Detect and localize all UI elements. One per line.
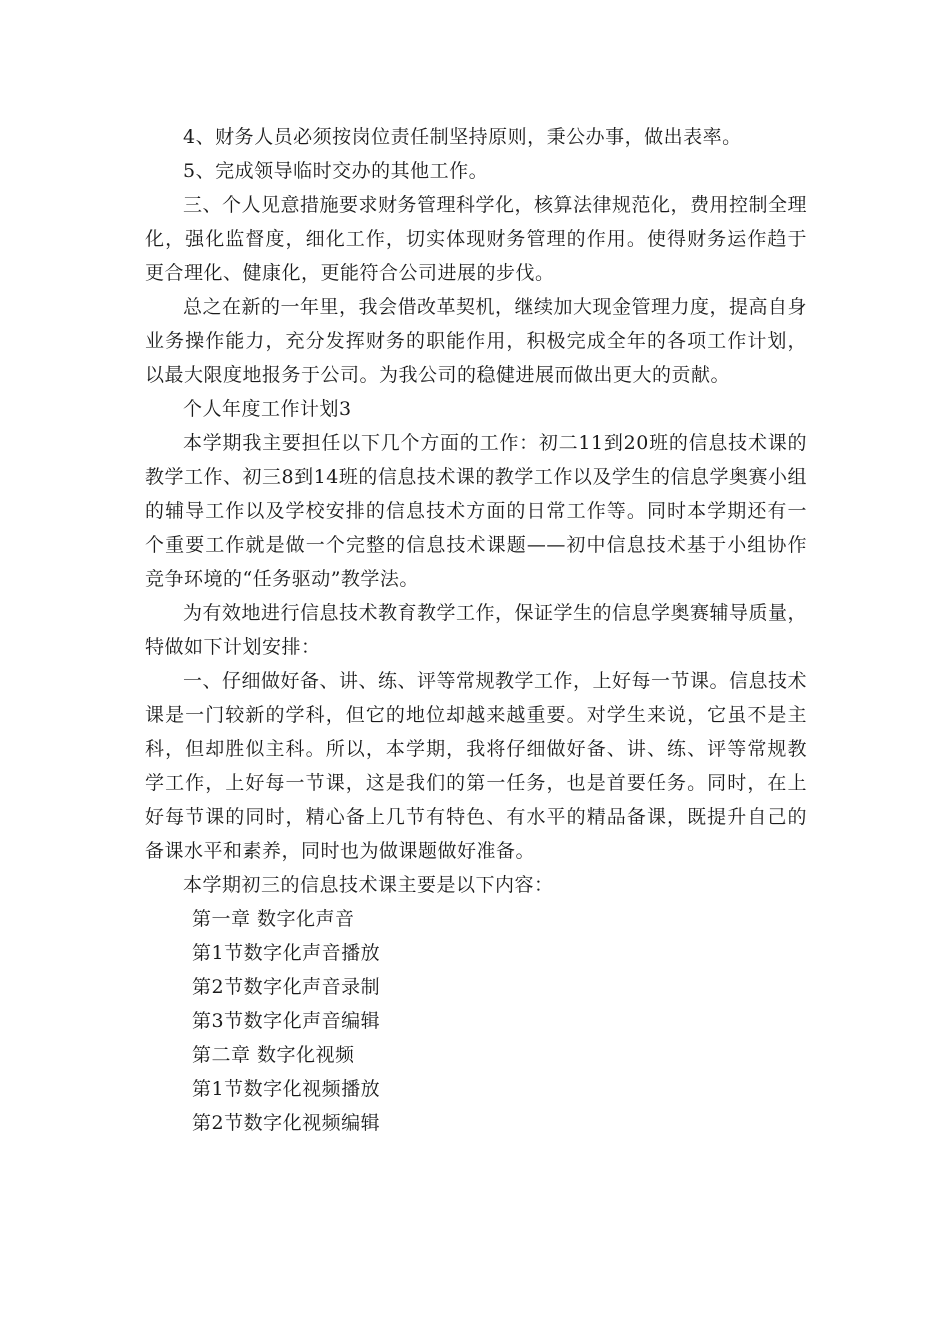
chapter-2-title: 第二章 数字化视频 xyxy=(192,1044,355,1066)
paragraph-teaching: 一、仔细做好备、讲、练、评等常规教学工作，上好每一节课。信息技术课是一门较新的学科，但它的地位却越来越重要。对学生来说，它虽不是主科，但却胜似主科。所以，本学期，我将仔细做好备、讲、练、评等常规教学工作，上好每一节课，这是我们的第一任务，也是首要任务。同时，在上好每节课的同时，精心备上几节有特色、有水平的精品备课，既提升自己的备课水平和素养，同时也为做课题做好准备。 xyxy=(145,670,808,862)
paragraph-duty-5: 5、完成领导临时交办的其他工作。 xyxy=(183,160,489,182)
paragraph-measures: 三、个人见意措施要求财务管理科学化，核算法律规范化，费用控制全理化，强化监督度，细化工作，切实体现财务管理的作用。使得财务运作趋于更合理化、健康化，更能符合公司进展的步伐。 xyxy=(145,194,808,284)
chapter-1-title: 第一章 数字化声音 xyxy=(192,908,355,930)
paragraph-duties: 本学期我主要担任以下几个方面的工作：初二11到20班的信息技术课的教学工作、初三8到14班的信息技术课的教学工作以及学生的信息学奥赛小组的辅导工作以及学校安排的信息技术方面的日常工作等。同时本学期还有一个重要工作就是做一个完整的信息技术课题——初中信息技术基于小组协作竞争环境的“任务驱动”教学法。 xyxy=(145,432,807,590)
chapter-1-section-2: 第2节数字化声音录制 xyxy=(192,976,381,998)
chapter-1-section-3: 第3节数字化声音编辑 xyxy=(192,1010,381,1032)
chapter-2-section-2: 第2节数字化视频编辑 xyxy=(192,1112,381,1134)
paragraph-summary: 总之在新的一年里，我会借改革契机，继续加大现金管理力度，提高自身业务操作能力，充分发挥财务的职能作用，积极完成全年的各项工作计划，以最大限度地报务于公司。为我公司的稳健进展而做出更大的贡献。 xyxy=(145,296,808,386)
paragraph-duty-4: 4、财务人员必须按岗位责任制坚持原则，秉公办事，做出表率。 xyxy=(183,126,742,148)
paragraph-purpose: 为有效地进行信息技术教育教学工作，保证学生的信息学奥赛辅导质量，特做如下计划安排： xyxy=(145,602,808,658)
chapter-2-section-1: 第1节数字化视频播放 xyxy=(192,1078,381,1100)
document-body xyxy=(145,120,807,1140)
section-heading: 个人年度工作计划3 xyxy=(183,398,352,420)
chapter-1-section-1: 第1节数字化声音播放 xyxy=(192,942,381,964)
paragraph-content-intro: 本学期初三的信息技术课主要是以下内容： xyxy=(183,874,554,896)
